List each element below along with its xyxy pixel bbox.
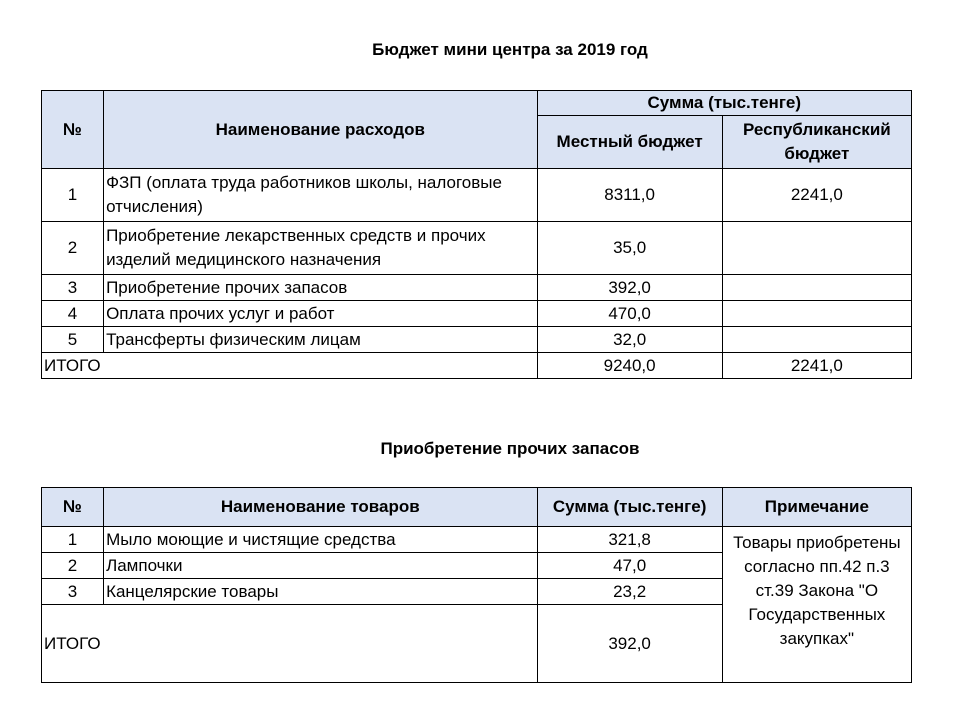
row-republic <box>722 275 911 301</box>
row-sum: 321,8 <box>537 527 722 553</box>
supplies-title: Приобретение прочих запасов <box>380 439 640 458</box>
header-num: № <box>42 91 104 169</box>
row-local: 470,0 <box>537 301 722 327</box>
row-local: 8311,0 <box>537 169 722 222</box>
total-republic: 2241,0 <box>722 353 911 379</box>
row-name: Лампочки <box>104 553 537 579</box>
row-num: 5 <box>42 327 104 353</box>
header-expense-name: Наименование расходов <box>104 91 537 169</box>
table-row <box>42 527 912 553</box>
row-name: Приобретение лекарственных средств и прочих изделий медицинского назначения <box>104 222 537 275</box>
row-republic <box>722 327 911 353</box>
row-local: 35,0 <box>537 222 722 275</box>
table-row <box>42 169 912 222</box>
row-republic <box>722 222 911 275</box>
row-name: Трансферты физическим лицам <box>104 327 537 353</box>
header-local-budget: Местный бюджет <box>537 116 722 169</box>
header-num: № <box>42 488 104 527</box>
header-note: Примечание <box>722 488 911 527</box>
row-sum: 47,0 <box>537 553 722 579</box>
row-name: Приобретение прочих запасов <box>104 275 537 301</box>
row-name: Мыло моющие и чистящие средства <box>104 527 537 553</box>
header-republic-budget: Республиканский бюджет <box>722 116 911 169</box>
row-republic <box>722 301 911 327</box>
row-num: 3 <box>42 275 104 301</box>
table-row <box>42 275 912 301</box>
table-row <box>42 327 912 353</box>
row-local: 32,0 <box>537 327 722 353</box>
header-sum: Сумма (тыс.тенге) <box>537 91 911 116</box>
budget-table <box>41 90 912 379</box>
total-local: 9240,0 <box>537 353 722 379</box>
row-name: Оплата прочих услуг и работ <box>104 301 537 327</box>
table-row <box>42 222 912 275</box>
total-row <box>42 353 912 379</box>
header-goods-name: Наименование товаров <box>104 488 537 527</box>
supplies-table <box>41 487 912 683</box>
row-local: 392,0 <box>537 275 722 301</box>
row-num: 1 <box>42 169 104 222</box>
total-sum: 392,0 <box>537 605 722 683</box>
note-cell: Товары приобретены согласно пп.42 п.3 ст.39 Закона "О Государственных закупках" <box>722 527 911 683</box>
total-label: ИТОГО <box>42 605 538 683</box>
row-num: 1 <box>42 527 104 553</box>
header-sum: Сумма (тыс.тенге) <box>537 488 722 527</box>
row-name: Канцелярские товары <box>104 579 537 605</box>
row-sum: 23,2 <box>537 579 722 605</box>
row-num: 2 <box>42 553 104 579</box>
table-row <box>42 301 912 327</box>
row-num: 3 <box>42 579 104 605</box>
row-num: 4 <box>42 301 104 327</box>
budget-title: Бюджет мини центра за 2019 год <box>372 40 648 59</box>
row-name: ФЗП (оплата труда работников школы, налоговые отчисления) <box>104 169 537 222</box>
row-republic: 2241,0 <box>722 169 911 222</box>
total-label: ИТОГО <box>42 353 538 379</box>
row-num: 2 <box>42 222 104 275</box>
